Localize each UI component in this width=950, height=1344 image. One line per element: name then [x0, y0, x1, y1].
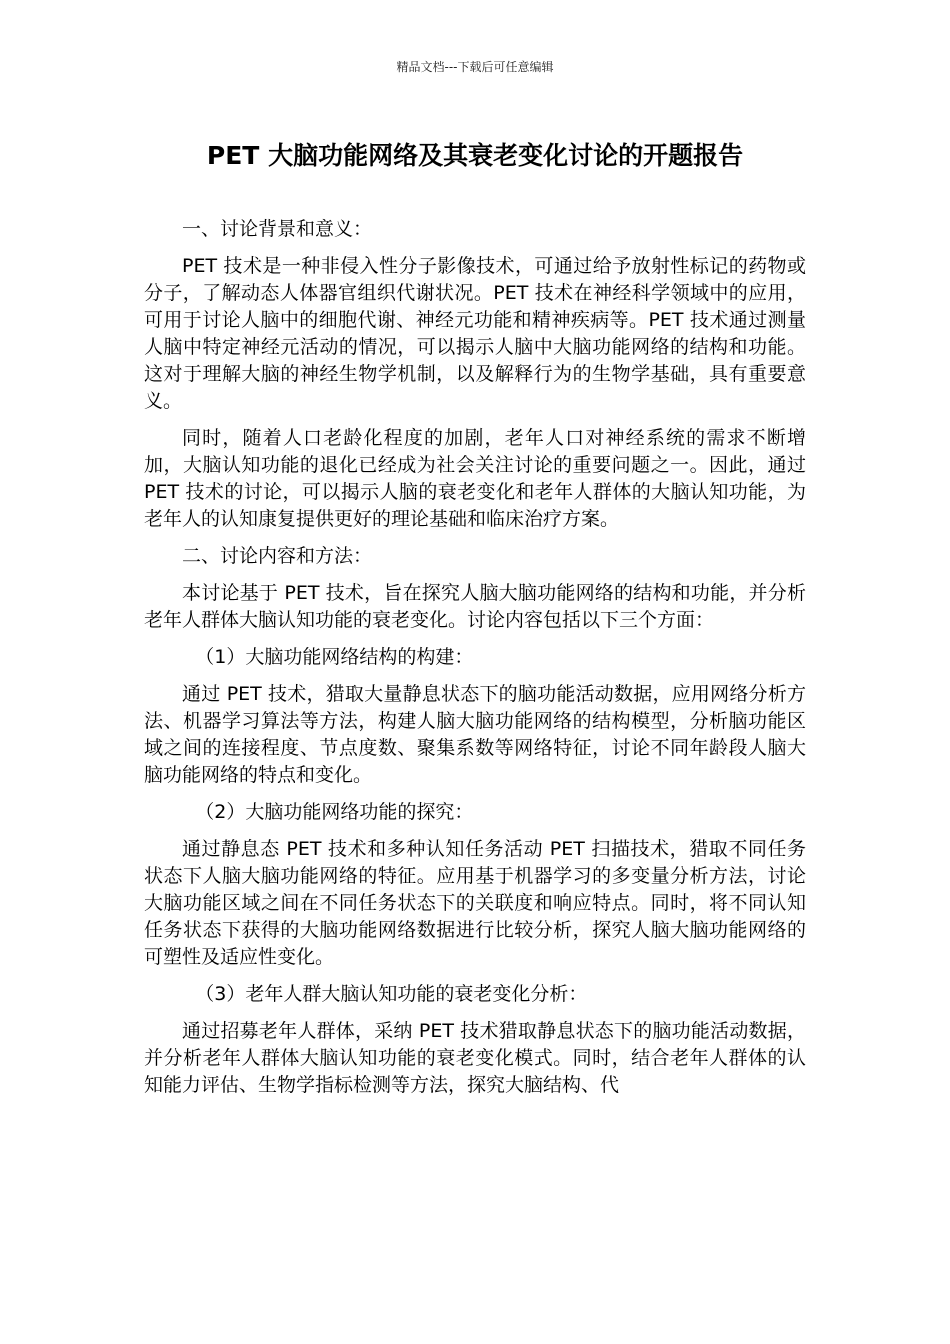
subheading-network-function: （2）大脑功能网络功能的探究：	[195, 801, 474, 823]
document-body	[144, 216, 806, 1109]
section-heading-content-methods: 二、讨论内容和方法：	[182, 545, 373, 567]
subheading-network-structure: （1）大脑功能网络结构的构建：	[195, 646, 474, 668]
section-heading-background: 一、讨论背景和意义：	[182, 218, 373, 240]
subheading-aging-analysis: （3）老年人群大脑认知功能的衰老变化分析：	[195, 983, 588, 1005]
paragraph-pet-intro: PET 技术是一种非侵入性分子影像技术，可通过给予放射性标记的药物或分子，了解动态人体器官组织代谢状况。PET 技术在神经科学领域中的应用，可用于讨论人脑中的细胞代谢、神经元功能和精神疾病等。PET 技术通过测量人脑中特定神经元活动的情况，可以揭示人脑中大脑功能网络的结构和功能。这对于理解大脑的神经生物学机制，以及解释行为的生物学基础，具有重要意义。	[144, 255, 806, 412]
paragraph-aging: 同时，随着人口老龄化程度的加剧，老年人口对神经系统的需求不断增加，大脑认知功能的退化已经成为社会关注讨论的重要问题之一。因此，通过 PET 技术的讨论，可以揭示人脑的衰老变化和老年人群体的大脑认知功能，为老年人的认知康复提供更好的理论基础和临床治疗方案。	[144, 427, 806, 530]
document-title: PET 大脑功能网络及其衰老变化讨论的开题报告	[206, 141, 744, 170]
paragraph-aging-analysis: 通过招募老年人群体，采纳 PET 技术猎取静息状态下的脑功能活动数据，并分析老年人群体大脑认知功能的衰老变化模式。同时，结合老年人群体的认知能力评估、生物学指标检测等方法，探究大脑结构、代	[144, 1020, 806, 1096]
paragraph-content-intro: 本讨论基于 PET 技术，旨在探究人脑大脑功能网络的结构和功能，并分析老年人群体大脑认知功能的衰老变化。讨论内容包括以下三个方面：	[144, 582, 806, 631]
header-note: 精品文档---下载后可任意编辑	[396, 60, 554, 74]
paragraph-network-function: 通过静息态 PET 技术和多种认知任务活动 PET 扫描技术，猎取不同任务状态下人脑大脑功能网络的特征。应用基于机器学习的多变量分析方法，讨论大脑功能区域之间在不同任务状态下的关联度和响应特点。同时，将不同认知任务状态下获得的大脑功能网络数据进行比较分析，探究人脑大脑功能网络的可塑性及适应性变化。	[144, 838, 806, 968]
paragraph-network-structure: 通过 PET 技术，猎取大量静息状态下的脑功能活动数据，应用网络分析方法、机器学习算法等方法，构建人脑大脑功能网络的结构模型，分析脑功能区域之间的连接程度、节点度数、聚集系数等网络特征，讨论不同年龄段人脑大脑功能网络的特点和变化。	[144, 683, 806, 786]
